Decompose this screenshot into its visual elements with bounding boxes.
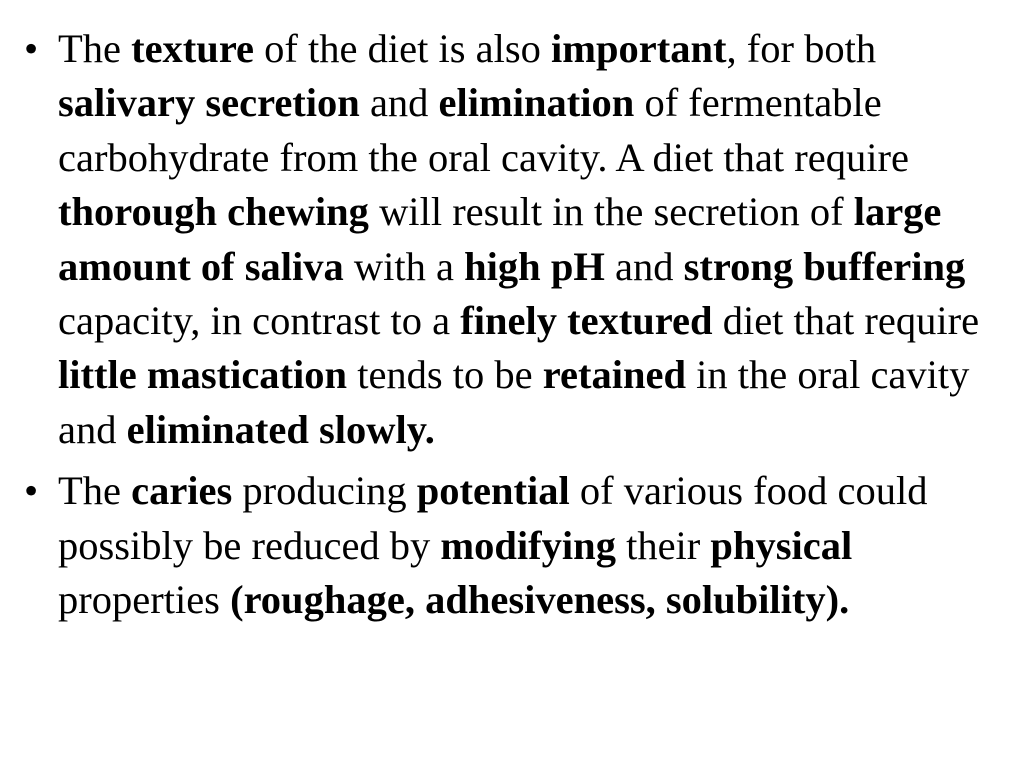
text-segment: with a [343,243,465,289]
text-segment: capacity, in contrast to a [58,298,461,344]
bullet-list [24,22,1004,634]
bullet-marker: • [24,468,39,514]
text-segment: properties [58,577,231,623]
bold-finely-textured: finely textured [460,298,713,344]
text-segment: will result in the secretion of [368,189,854,235]
bold-texture: texture [131,26,255,71]
bold-elimination: elimination [438,80,635,126]
bold-modifying: modifying [440,522,616,568]
bold-large-amount-of-saliva: large amount of saliva [58,189,942,289]
bold-strong-buffering: strong buffering [683,243,966,289]
bold-potential: potential [416,468,570,514]
bold-important: important [551,26,727,71]
text-segment: The [58,26,132,71]
bullet-text [58,26,979,452]
bullet-caries [24,464,1004,627]
bold-thorough-chewing: thorough chewing [58,189,369,235]
text-segment: of the diet is also [254,26,551,71]
bold-eliminated-slowly: eliminated slowly. [126,406,435,452]
bold-properties-list: (roughage, adhesiveness, solubility). [230,577,850,623]
bold-little-mastication: little mastication [58,352,348,398]
text-segment: , for both [726,26,877,71]
text-segment: and [604,243,684,289]
bold-retained: retained [542,352,687,398]
bold-physical: physical [710,522,853,568]
text-segment: The [58,468,132,514]
bullet-text [58,468,927,622]
text-segment: tends to be [347,352,543,398]
text-segment: of various food could possibly be reduced by [58,468,928,568]
text-segment: of fermentable carbohydrate from the oral cavity. A diet that require [58,80,909,180]
bold-high-ph: high pH [464,243,605,289]
bullet-texture [24,22,1004,457]
text-segment: their [615,522,711,568]
text-segment: and [359,80,439,126]
bold-salivary-secretion: salivary secretion [58,80,360,126]
text-segment: in the oral cavity and [58,352,970,452]
text-segment: diet that require [712,298,980,344]
bold-caries: caries [131,468,233,514]
bullet-marker: • [24,26,39,71]
text-segment: producing [232,468,417,514]
